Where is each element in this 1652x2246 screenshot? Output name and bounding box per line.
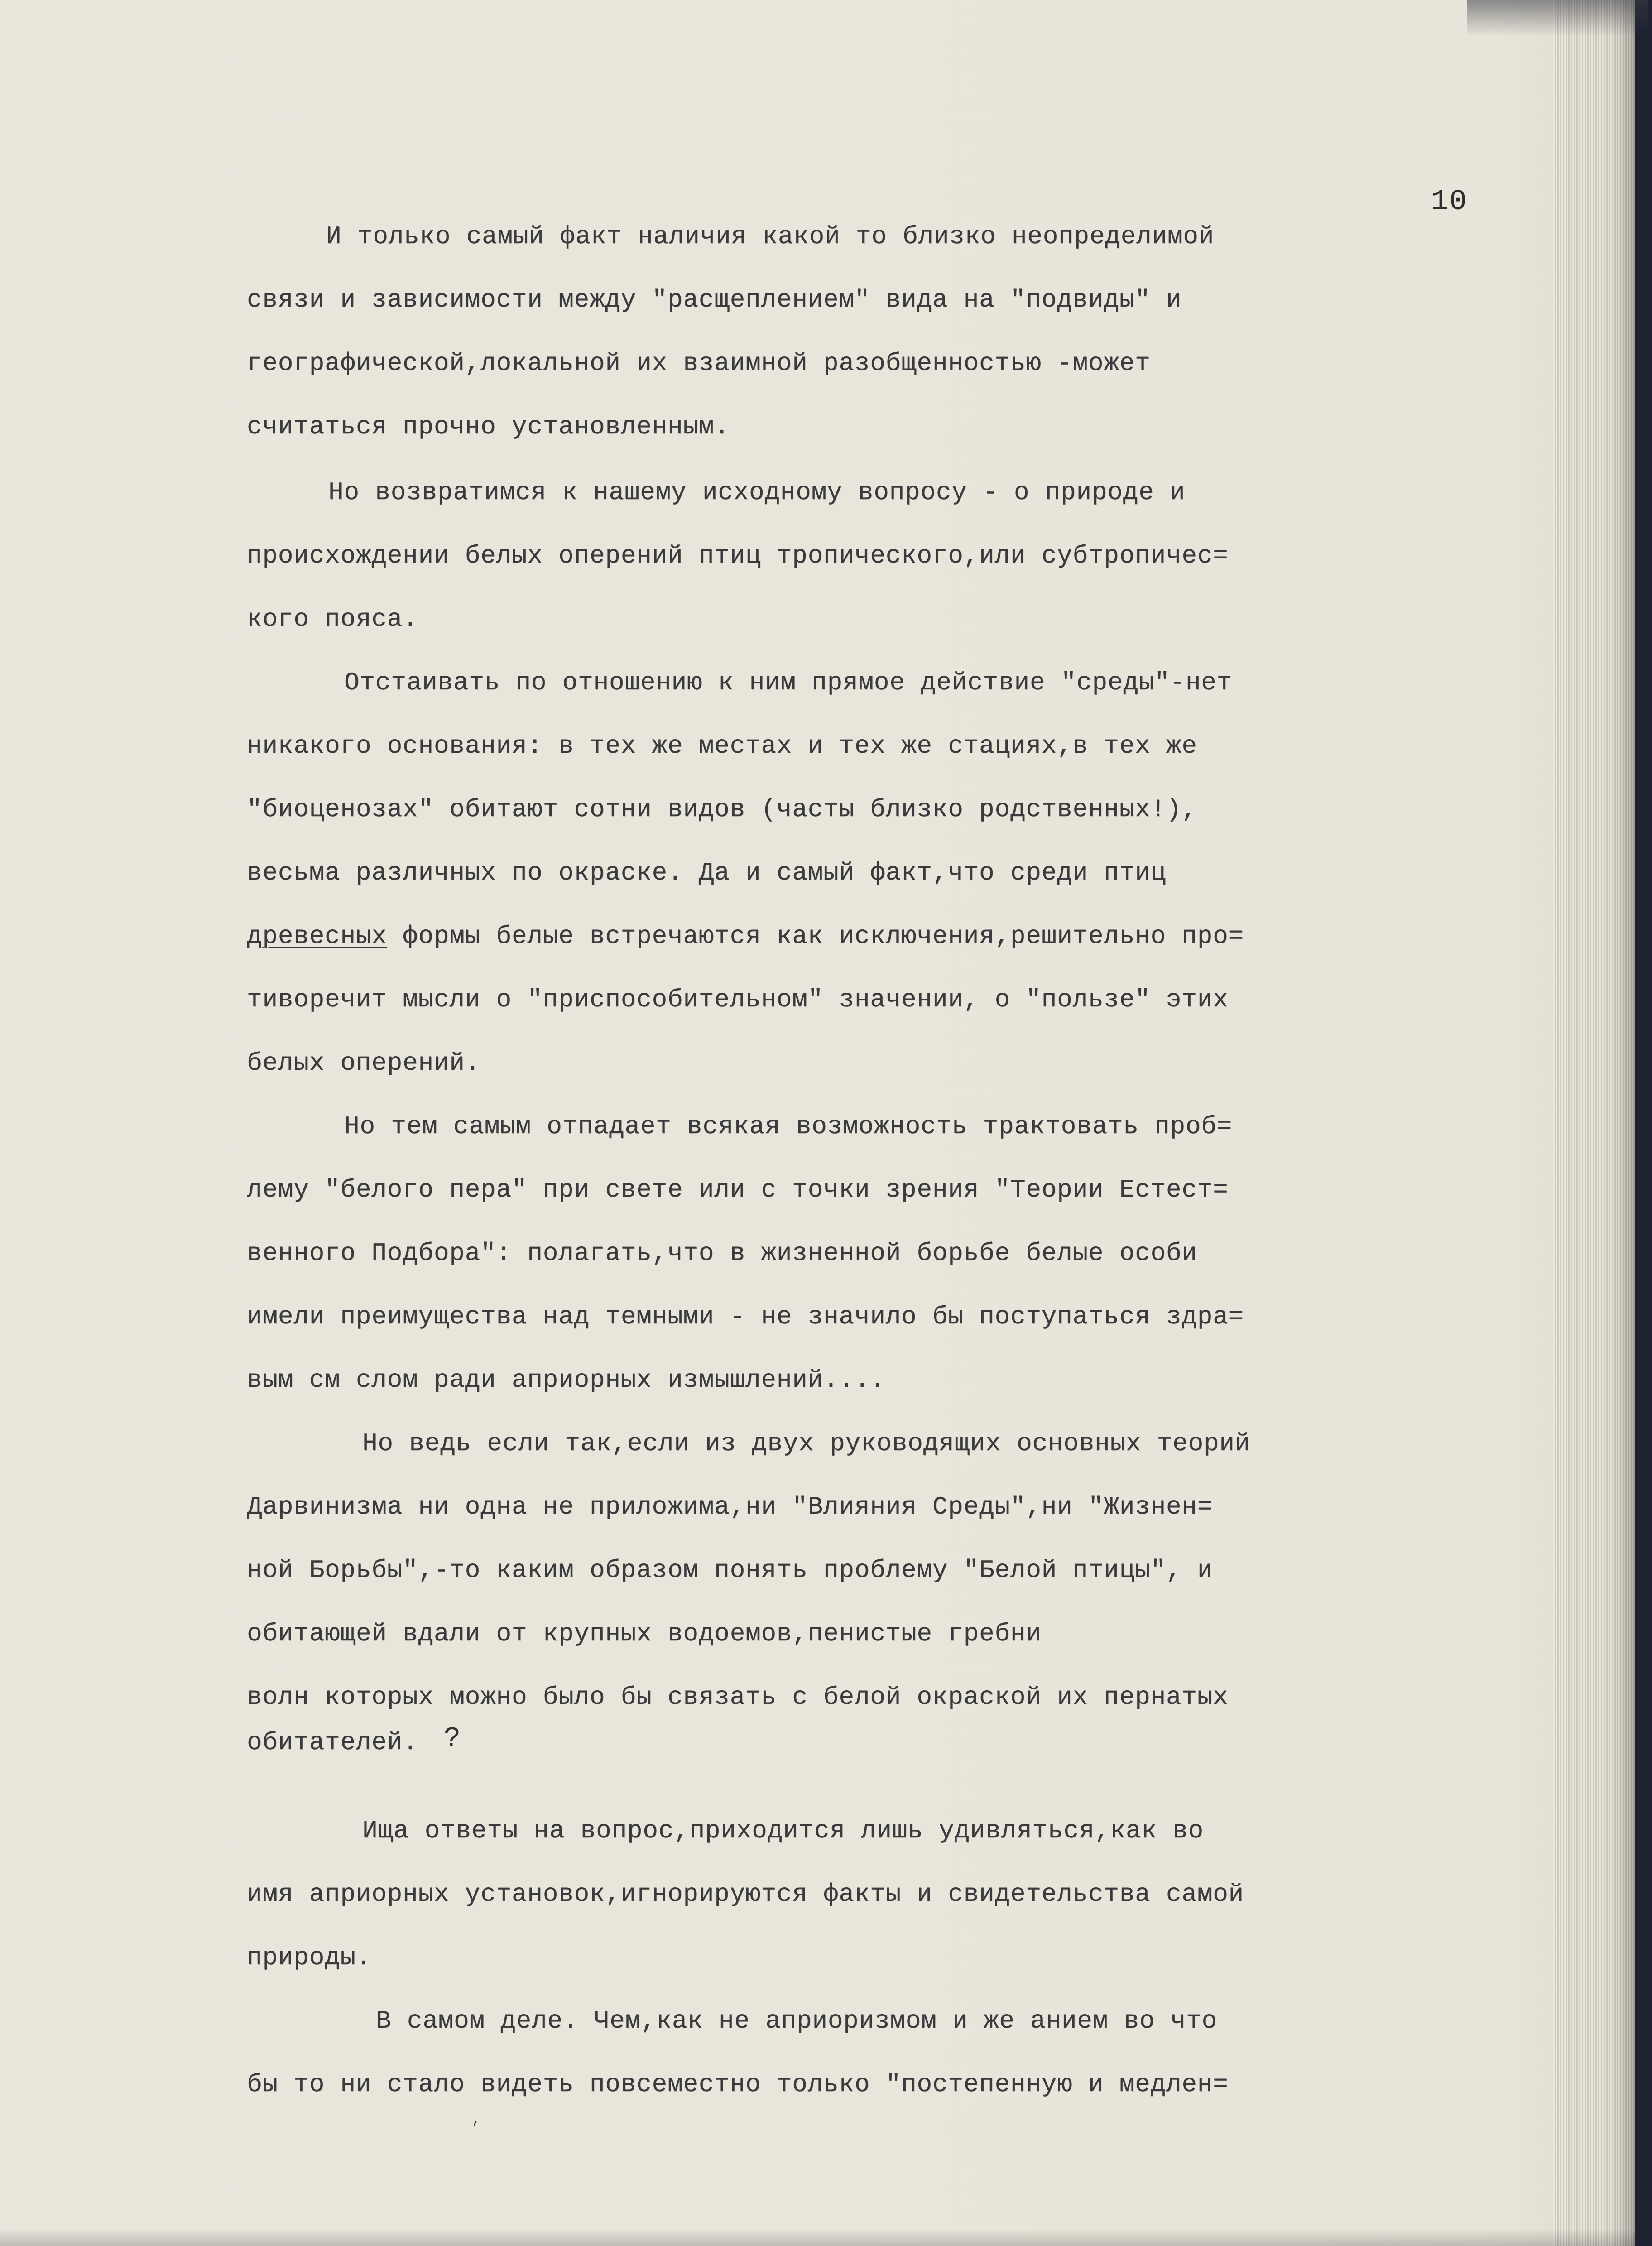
text-line: Ища ответы на вопрос,приходится лишь удивляться,как во [362,1816,1204,1845]
page-top-curl [1467,0,1648,36]
text-line: Но ведь если так,если из двух руководящих основных теорий [362,1429,1251,1458]
text-line: никакого основания: в тех же местах и тех же стациях,в тех же [247,731,1197,760]
text-line [247,922,1542,951]
text-line: имя априорных установок,игнорируются факты и свидетельства самой [247,1880,1244,1909]
page-number: 10 [1431,186,1468,218]
text-line: весьма различных по окраске. Да и самый факт,что среди птиц [247,858,1166,887]
text-line: Отстаивать по отношению к ним прямое действие "среды"-нет [344,668,1233,697]
text-line: В самом деле. Чем,как не априоризмом и же анием во что [376,2006,1217,2035]
text-line: бы то ни стало видеть повсеместно только "постепенную и медлен= [247,2070,1229,2099]
page-bottom-shadow [0,2228,1635,2246]
page-edge-shadow [1612,0,1635,2246]
text-line: И только самый факт наличия какой то близко неопределимой [326,222,1215,251]
text-line-rest: формы белые встречаются как исключения,решительно про= [387,922,1244,951]
underlined-word: древесных [247,922,387,951]
text-line: географической,локальной их взаимной разобщенностью -может [247,349,1151,378]
text-line: тиворечит мысли о "приспособительном" значении, о "пользе" этих [247,985,1229,1014]
text-line: кого пояса. [247,605,418,634]
text-line: природы. [247,1943,372,1972]
text-line: происхождении белых оперений птиц тропического,или субтропичес= [247,541,1229,570]
text-line: считаться прочно установленным. [247,412,730,441]
text-line: связи и зависимости между "расщеплением" вида на "подвиды" и [247,285,1182,314]
text-line: Но тем самым отпадает всякая возможность трактовать проб= [344,1112,1233,1141]
text-line: волн которых можно было бы связать с белой окраской их пернатых [247,1683,1229,1712]
text-line: вым см слом ради априорных измышлений.... [247,1366,886,1395]
text-line: Дарвинизма ни одна не приложима,ни "Влияния Среды",ни "Жизнен= [247,1492,1213,1521]
text-line: Но возвратимся к нашему исходному вопросу - о природе и [328,478,1186,507]
text-line: белых оперений. [247,1048,481,1077]
text-line: имели преимущества над темными - не значило бы поступаться здра= [247,1302,1244,1331]
text-line: "биоценозах" обитают сотни видов (часты близко родственных!), [247,795,1197,824]
text-line: лему "белого пера" при свете или с точки зрения "Теории Естест= [247,1175,1229,1204]
text-line: ной Борьбы",-то каким образом понять проблему "Белой птицы", и [247,1556,1213,1585]
text-line: обитателей. [247,1728,418,1757]
text-line: обитающей вдали от крупных водоемов,пенистые гребни [247,1619,1042,1648]
handwritten-question-mark: ? [444,1722,461,1755]
text-line: венного Подбора": полагать,что в жизненной борьбе белые особи [247,1239,1197,1268]
stray-pencil-mark: , [472,2111,481,2128]
